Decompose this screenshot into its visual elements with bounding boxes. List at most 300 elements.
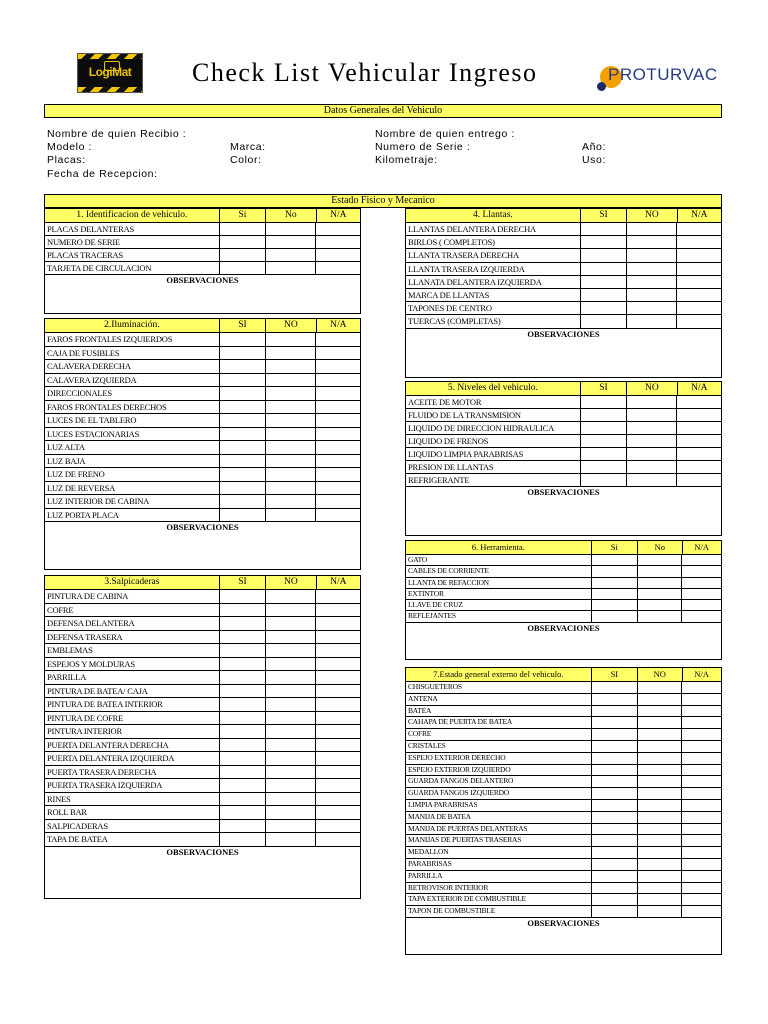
- checkbox-na[interactable]: [316, 482, 360, 495]
- checkbox-no[interactable]: [638, 883, 682, 894]
- checkbox-si[interactable]: [592, 682, 638, 693]
- checkbox-na[interactable]: [316, 793, 360, 806]
- checkbox-si[interactable]: [220, 347, 266, 360]
- checkbox-na[interactable]: [316, 698, 360, 711]
- checkbox-na[interactable]: [316, 671, 360, 684]
- checkbox-si[interactable]: [581, 302, 627, 314]
- checkbox-si[interactable]: [581, 448, 627, 460]
- checkbox-na[interactable]: [682, 717, 721, 728]
- column-header: NO: [266, 576, 316, 589]
- checkbox-no[interactable]: [627, 223, 677, 235]
- checkbox-no[interactable]: [266, 779, 316, 792]
- checkbox-na[interactable]: [316, 658, 360, 671]
- checklist-item-label: COFRE: [45, 604, 220, 617]
- checklist-row: [45, 468, 360, 482]
- checkbox-no[interactable]: [638, 589, 682, 599]
- checklist-item-label: PUERTA TRASERA IZQUIERDA: [45, 779, 220, 792]
- checkbox-si[interactable]: [592, 729, 638, 740]
- checkbox-si[interactable]: [220, 360, 266, 373]
- checkbox-si[interactable]: [220, 820, 266, 833]
- checkbox-na[interactable]: [316, 617, 360, 630]
- checkbox-no[interactable]: [266, 806, 316, 819]
- checklist-item-label: GATO: [406, 555, 592, 565]
- checkbox-no[interactable]: [266, 468, 316, 481]
- checklist-row: [406, 409, 721, 422]
- checkbox-no[interactable]: [266, 712, 316, 725]
- checklist-item-label: RETROVISOR INTERIOR: [406, 883, 592, 894]
- checkbox-si[interactable]: [592, 847, 638, 858]
- checkbox-na[interactable]: [316, 739, 360, 752]
- checkbox-no[interactable]: [638, 906, 682, 917]
- checkbox-na[interactable]: [677, 302, 721, 314]
- checkbox-no[interactable]: [627, 263, 677, 275]
- checklist-item-label: LIQUIDO LIMPIA PARABRISAS: [406, 448, 581, 460]
- checkbox-si[interactable]: [581, 263, 627, 275]
- checklist-row: [406, 788, 721, 800]
- checkbox-no[interactable]: [638, 812, 682, 823]
- checkbox-si[interactable]: [592, 566, 638, 576]
- column-header: SI: [220, 576, 266, 589]
- checkbox-no[interactable]: [266, 820, 316, 833]
- checkbox-no[interactable]: [638, 753, 682, 764]
- checkbox-na[interactable]: [316, 360, 360, 373]
- checkbox-na[interactable]: [677, 236, 721, 248]
- checklist-row: [45, 495, 360, 509]
- checkbox-na[interactable]: [677, 474, 721, 486]
- checkbox-na[interactable]: [316, 725, 360, 738]
- checkbox-na[interactable]: [682, 788, 721, 799]
- checkbox-no[interactable]: [266, 360, 316, 373]
- checkbox-no[interactable]: [638, 600, 682, 610]
- checkbox-si[interactable]: [220, 374, 266, 387]
- checkbox-si[interactable]: [220, 223, 266, 235]
- checklist-row: [45, 617, 360, 631]
- checkbox-na[interactable]: [316, 428, 360, 441]
- checklist-item-label: PLACAS DELANTERAS: [45, 223, 220, 235]
- column-header: N/A: [691, 210, 708, 220]
- checkbox-no[interactable]: [266, 833, 316, 846]
- checkbox-no[interactable]: [638, 847, 682, 858]
- checklist-row: [45, 374, 360, 388]
- checkbox-si[interactable]: [220, 387, 266, 400]
- checkbox-no[interactable]: [638, 741, 682, 752]
- checkbox-si[interactable]: [592, 871, 638, 882]
- checkbox-na[interactable]: [316, 262, 360, 274]
- checkbox-si[interactable]: [220, 739, 266, 752]
- checkbox-si[interactable]: [592, 883, 638, 894]
- checkbox-na[interactable]: [677, 409, 721, 421]
- checklist-item-label: PRESION DE LLANTAS: [406, 461, 581, 473]
- checkbox-na[interactable]: [682, 776, 721, 787]
- checkbox-si[interactable]: [220, 262, 266, 274]
- checkbox-si[interactable]: [581, 249, 627, 261]
- proturvac-logo: PROTURVAC: [596, 60, 706, 94]
- checkbox-si[interactable]: [592, 555, 638, 565]
- checkbox-na[interactable]: [682, 894, 721, 905]
- checkbox-si[interactable]: [220, 698, 266, 711]
- column-header: SI: [581, 382, 627, 395]
- checkbox-na[interactable]: [677, 461, 721, 473]
- checkbox-na[interactable]: [316, 766, 360, 779]
- checkbox-na[interactable]: [316, 820, 360, 833]
- checkbox-si[interactable]: [220, 712, 266, 725]
- checkbox-no[interactable]: [627, 435, 677, 447]
- checkbox-si[interactable]: [220, 236, 266, 248]
- checkbox-si[interactable]: [220, 495, 266, 508]
- checkbox-si[interactable]: [581, 289, 627, 301]
- delivered-by-label: Nombre de quien entrego :: [375, 128, 515, 140]
- checkbox-si[interactable]: [220, 806, 266, 819]
- checkbox-no[interactable]: [266, 509, 316, 522]
- checkbox-na[interactable]: [677, 435, 721, 447]
- checkbox-na[interactable]: [682, 859, 721, 870]
- checkbox-si[interactable]: [592, 578, 638, 588]
- checkbox-no[interactable]: [638, 555, 682, 565]
- checkbox-na[interactable]: [316, 495, 360, 508]
- checkbox-no[interactable]: [266, 604, 316, 617]
- checkbox-si[interactable]: [592, 800, 638, 811]
- checkbox-no[interactable]: [638, 566, 682, 576]
- checklist-row: [45, 401, 360, 415]
- checkbox-no[interactable]: [638, 871, 682, 882]
- checkbox-no[interactable]: [627, 302, 677, 314]
- checkbox-si[interactable]: [220, 631, 266, 644]
- checklist-row: [45, 833, 360, 847]
- checkbox-no[interactable]: [266, 455, 316, 468]
- checklist-item-label: EXTINTOR: [406, 589, 592, 599]
- checkbox-no[interactable]: [266, 223, 316, 235]
- column-header: SI: [581, 209, 627, 222]
- checkbox-no[interactable]: [266, 739, 316, 752]
- checkbox-si[interactable]: [220, 752, 266, 765]
- checkbox-na[interactable]: [316, 455, 360, 468]
- checkbox-si[interactable]: [220, 644, 266, 657]
- checklist-item-label: NUMERO DE SERIE: [45, 236, 220, 248]
- checkbox-si[interactable]: [592, 753, 638, 764]
- checkbox-no[interactable]: [638, 894, 682, 905]
- checkbox-na[interactable]: [316, 631, 360, 644]
- checkbox-na[interactable]: [316, 833, 360, 846]
- checkbox-na[interactable]: [682, 741, 721, 752]
- checkbox-no[interactable]: [266, 590, 316, 603]
- checkbox-si[interactable]: [220, 414, 266, 427]
- checkbox-si[interactable]: [220, 793, 266, 806]
- checkbox-na[interactable]: [682, 566, 721, 576]
- checkbox-no[interactable]: [627, 448, 677, 460]
- checkbox-no[interactable]: [266, 685, 316, 698]
- checkbox-no[interactable]: [638, 682, 682, 693]
- checkbox-no[interactable]: [638, 729, 682, 740]
- checkbox-na[interactable]: [682, 906, 721, 917]
- checkbox-na[interactable]: [682, 706, 721, 717]
- checkbox-si[interactable]: [220, 779, 266, 792]
- checkbox-na[interactable]: [677, 315, 721, 327]
- checkbox-na[interactable]: [316, 779, 360, 792]
- checklist-row: [406, 589, 721, 600]
- checkbox-si[interactable]: [220, 671, 266, 684]
- checkbox-na[interactable]: [677, 422, 721, 434]
- checkbox-no[interactable]: [627, 276, 677, 288]
- checkbox-na[interactable]: [316, 468, 360, 481]
- checkbox-si[interactable]: [592, 894, 638, 905]
- checkbox-no[interactable]: [627, 422, 677, 434]
- checklist-item-label: DIRECCIONALES: [45, 387, 220, 400]
- checkbox-no[interactable]: [266, 401, 316, 414]
- checkbox-na[interactable]: [682, 871, 721, 882]
- checkbox-si[interactable]: [220, 401, 266, 414]
- checkbox-si[interactable]: [592, 694, 638, 705]
- checklist-item-label: LUZ BAJA: [45, 455, 220, 468]
- checklist-item-label: LIQUIDO DE FRENOS: [406, 435, 581, 447]
- checkbox-na[interactable]: [316, 374, 360, 387]
- checkbox-si[interactable]: [220, 509, 266, 522]
- checkbox-no[interactable]: [266, 236, 316, 248]
- checklist-row: [406, 396, 721, 409]
- checklist-row: [45, 644, 360, 658]
- checkbox-si[interactable]: [220, 685, 266, 698]
- checkbox-na[interactable]: [316, 685, 360, 698]
- checkbox-no[interactable]: [266, 793, 316, 806]
- checklist-row: [45, 223, 360, 236]
- checkbox-na[interactable]: [677, 448, 721, 460]
- section-header: [406, 668, 721, 682]
- checkbox-si[interactable]: [220, 658, 266, 671]
- checkbox-si[interactable]: [220, 333, 266, 346]
- checkbox-na[interactable]: [682, 883, 721, 894]
- checkbox-no[interactable]: [266, 428, 316, 441]
- checkbox-no[interactable]: [638, 611, 682, 621]
- checkbox-si[interactable]: [592, 765, 638, 776]
- checkbox-si[interactable]: [581, 461, 627, 473]
- checkbox-na[interactable]: [682, 589, 721, 599]
- physical-mechanical-banner: Estado Fisico y Mecanico: [44, 194, 722, 208]
- checkbox-si[interactable]: [220, 249, 266, 261]
- checkbox-na[interactable]: [316, 590, 360, 603]
- checkbox-na[interactable]: [682, 835, 721, 846]
- checkbox-no[interactable]: [638, 765, 682, 776]
- checkbox-no[interactable]: [638, 824, 682, 835]
- checkbox-na[interactable]: [682, 555, 721, 565]
- checkbox-no[interactable]: [266, 725, 316, 738]
- checkbox-si[interactable]: [581, 409, 627, 421]
- checkbox-na[interactable]: [677, 396, 721, 408]
- checkbox-si[interactable]: [592, 812, 638, 823]
- checkbox-no[interactable]: [266, 414, 316, 427]
- checkbox-si[interactable]: [592, 589, 638, 599]
- checklist-item-label: CRISTALES: [406, 741, 592, 752]
- checkbox-na[interactable]: [316, 249, 360, 261]
- checkbox-no[interactable]: [266, 658, 316, 671]
- checklist-row: [406, 765, 721, 777]
- observations-label: OBSERVACIONES: [527, 487, 600, 497]
- checkbox-na[interactable]: [682, 600, 721, 610]
- checklist-item-label: REFRIGERANTE: [406, 474, 581, 486]
- checklist-row: [45, 414, 360, 428]
- checkbox-si[interactable]: [220, 441, 266, 454]
- checkbox-na[interactable]: [316, 387, 360, 400]
- checkbox-na[interactable]: [316, 414, 360, 427]
- checkbox-na[interactable]: [682, 824, 721, 835]
- checkbox-si[interactable]: [581, 474, 627, 486]
- checkbox-no[interactable]: [638, 859, 682, 870]
- checkbox-na[interactable]: [316, 806, 360, 819]
- checkbox-no[interactable]: [638, 788, 682, 799]
- checkbox-no[interactable]: [266, 374, 316, 387]
- checkbox-si[interactable]: [592, 824, 638, 835]
- checkbox-si[interactable]: [592, 859, 638, 870]
- checkbox-no[interactable]: [627, 461, 677, 473]
- checkbox-no[interactable]: [266, 495, 316, 508]
- checkbox-na[interactable]: [316, 604, 360, 617]
- checkbox-no[interactable]: [266, 698, 316, 711]
- checkbox-si[interactable]: [220, 428, 266, 441]
- checkbox-si[interactable]: [592, 611, 638, 621]
- checkbox-si[interactable]: [581, 435, 627, 447]
- checkbox-si[interactable]: [220, 482, 266, 495]
- checkbox-no[interactable]: [638, 835, 682, 846]
- checkbox-na[interactable]: [316, 223, 360, 235]
- checkbox-si[interactable]: [592, 717, 638, 728]
- checkbox-si[interactable]: [581, 236, 627, 248]
- checkbox-si[interactable]: [592, 788, 638, 799]
- checklist-row: [406, 249, 721, 262]
- section-lighting: [44, 318, 361, 570]
- checkbox-na[interactable]: [316, 752, 360, 765]
- section-title: 6. Herramienta.: [406, 541, 592, 554]
- column-header: N/A: [691, 383, 708, 393]
- checkbox-na[interactable]: [316, 333, 360, 346]
- column-header: N/A: [330, 210, 347, 220]
- serial-number-label: Numero de Serie :: [375, 141, 471, 153]
- checkbox-no[interactable]: [627, 474, 677, 486]
- checkbox-si[interactable]: [592, 600, 638, 610]
- checkbox-no[interactable]: [266, 249, 316, 261]
- checkbox-no[interactable]: [266, 262, 316, 274]
- checkbox-na[interactable]: [682, 753, 721, 764]
- checkbox-na[interactable]: [316, 236, 360, 248]
- checkbox-si[interactable]: [581, 223, 627, 235]
- checkbox-si[interactable]: [220, 617, 266, 630]
- checkbox-si[interactable]: [592, 776, 638, 787]
- checkbox-no[interactable]: [627, 249, 677, 261]
- checkbox-si[interactable]: [220, 468, 266, 481]
- checkbox-na[interactable]: [682, 578, 721, 588]
- checkbox-na[interactable]: [677, 249, 721, 261]
- checkbox-no[interactable]: [638, 800, 682, 811]
- checkbox-no[interactable]: [638, 717, 682, 728]
- column-header: Si: [592, 541, 638, 554]
- checklist-item-label: LIMPIA PARABRISAS: [406, 800, 592, 811]
- checkbox-si[interactable]: [220, 455, 266, 468]
- checklist-row: [45, 739, 360, 753]
- checkbox-no[interactable]: [266, 671, 316, 684]
- checkbox-na[interactable]: [316, 347, 360, 360]
- checkbox-si[interactable]: [220, 604, 266, 617]
- section-title: 7.Estado general externo del vehiculo.: [406, 668, 592, 681]
- checkbox-si[interactable]: [592, 835, 638, 846]
- checkbox-na[interactable]: [682, 611, 721, 621]
- checkbox-no[interactable]: [638, 578, 682, 588]
- checkbox-no[interactable]: [638, 694, 682, 705]
- checklist-item-label: TAPA DE BATEA: [45, 833, 220, 846]
- checkbox-no[interactable]: [627, 409, 677, 421]
- checklist-item-label: MANIJA DE BATEA: [406, 812, 592, 823]
- checkbox-na[interactable]: [682, 694, 721, 705]
- checklist-row: [45, 347, 360, 361]
- column-header: NO: [627, 382, 677, 395]
- checkbox-no[interactable]: [627, 315, 677, 327]
- checkbox-na[interactable]: [677, 263, 721, 275]
- checkbox-na[interactable]: [682, 682, 721, 693]
- checkbox-si[interactable]: [220, 766, 266, 779]
- checkbox-no[interactable]: [266, 752, 316, 765]
- checkbox-si[interactable]: [581, 396, 627, 408]
- checkbox-si[interactable]: [592, 741, 638, 752]
- checkbox-na[interactable]: [316, 644, 360, 657]
- observations-label: OBSERVACIONES: [166, 522, 239, 532]
- checkbox-no[interactable]: [627, 289, 677, 301]
- checkbox-no[interactable]: [266, 766, 316, 779]
- checkbox-no[interactable]: [266, 631, 316, 644]
- checkbox-no[interactable]: [266, 347, 316, 360]
- section-header: [406, 382, 721, 396]
- checkbox-na[interactable]: [682, 812, 721, 823]
- section-fluid-levels: [405, 381, 722, 536]
- checkbox-na[interactable]: [316, 441, 360, 454]
- checkbox-na[interactable]: [677, 276, 721, 288]
- checkbox-si[interactable]: [220, 725, 266, 738]
- checkbox-no[interactable]: [266, 387, 316, 400]
- checkbox-no[interactable]: [266, 644, 316, 657]
- checkbox-na[interactable]: [677, 289, 721, 301]
- checklist-item-label: ACEITE DE MOTOR: [406, 396, 581, 408]
- checkbox-no[interactable]: [266, 333, 316, 346]
- checkbox-na[interactable]: [316, 712, 360, 725]
- checkbox-si[interactable]: [592, 906, 638, 917]
- checklist-row: [45, 793, 360, 807]
- checkbox-na[interactable]: [316, 401, 360, 414]
- checkbox-si[interactable]: [220, 590, 266, 603]
- checklist-row: [406, 236, 721, 249]
- checkbox-si[interactable]: [581, 276, 627, 288]
- observations-label: OBSERVACIONES: [527, 622, 600, 633]
- checkbox-no[interactable]: [266, 441, 316, 454]
- checkbox-na[interactable]: [682, 847, 721, 858]
- checkbox-no[interactable]: [266, 482, 316, 495]
- checkbox-no[interactable]: [266, 617, 316, 630]
- checkbox-no[interactable]: [638, 776, 682, 787]
- checklist-item-label: MEDALLON: [406, 847, 592, 858]
- checkbox-na[interactable]: [682, 765, 721, 776]
- checkbox-si[interactable]: [581, 422, 627, 434]
- checkbox-si[interactable]: [220, 833, 266, 846]
- checkbox-si[interactable]: [592, 706, 638, 717]
- checkbox-no[interactable]: [627, 396, 677, 408]
- checkbox-na[interactable]: [682, 729, 721, 740]
- checklist-row: [45, 671, 360, 685]
- checkbox-na[interactable]: [677, 223, 721, 235]
- section-tires: [405, 208, 722, 378]
- checklist-row: [406, 717, 721, 729]
- checkbox-no[interactable]: [627, 236, 677, 248]
- checkbox-na[interactable]: [682, 800, 721, 811]
- checkbox-si[interactable]: [581, 315, 627, 327]
- checkbox-na[interactable]: [316, 509, 360, 522]
- checkbox-no[interactable]: [638, 706, 682, 717]
- checklist-item-label: PARRILLA: [406, 871, 592, 882]
- checklist-row: [45, 441, 360, 455]
- column-header: NO: [638, 668, 682, 681]
